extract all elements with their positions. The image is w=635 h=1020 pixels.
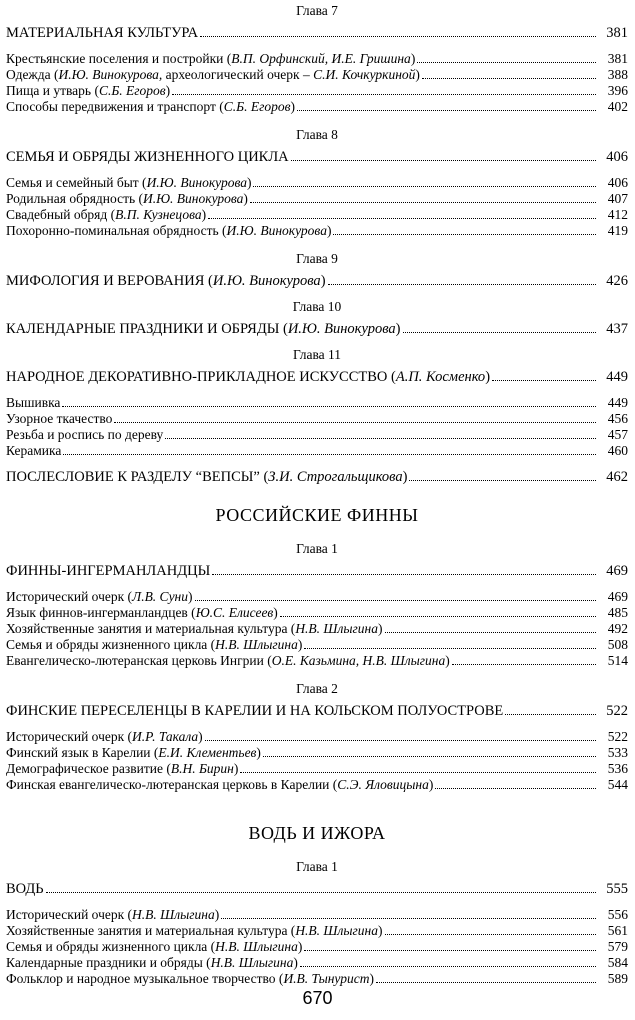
entry-title-text: КАЛЕНДАРНЫЕ ПРАЗДНИКИ И ОБРЯДЫ ( bbox=[6, 321, 288, 337]
dot-leader bbox=[263, 756, 596, 757]
entry-page-number: 561 bbox=[607, 923, 628, 938]
entry-author: И.Ю. Винокурова bbox=[146, 175, 247, 190]
toc-entry[interactable] bbox=[6, 83, 628, 99]
spacer bbox=[6, 239, 628, 249]
entry-title-text: ) bbox=[243, 191, 248, 206]
toc-main-entry[interactable] bbox=[6, 273, 628, 289]
toc-entry[interactable] bbox=[6, 411, 628, 427]
toc-entry[interactable] bbox=[6, 955, 628, 971]
entry-page-number: 485 bbox=[607, 605, 628, 620]
entry-author: Н.В. Шлыгина bbox=[215, 637, 298, 652]
entry-title-text: Вышивка bbox=[6, 395, 61, 410]
toc-main-entry[interactable] bbox=[6, 881, 628, 897]
dot-leader bbox=[221, 918, 596, 919]
toc-entry[interactable] bbox=[6, 729, 628, 745]
dot-leader bbox=[452, 664, 596, 665]
entry-title-text: ) bbox=[201, 207, 207, 222]
dot-leader bbox=[435, 788, 596, 789]
entry-author: Н.В. Шлыгина bbox=[295, 621, 379, 636]
entry-page-number: 456 bbox=[607, 411, 628, 426]
entry-author: И.Ю. Винокурова, bbox=[58, 67, 163, 82]
chapter-heading: Глава 8 bbox=[296, 127, 338, 142]
entry-title-text: ) bbox=[297, 637, 303, 652]
entry-title-text: ФИНСКИЕ ПЕРЕСЕЛЕНЦЫ В КАРЕЛИИ И НА КОЛЬСКОМ ПОЛУОСТРОВЕ bbox=[6, 703, 504, 719]
entry-title bbox=[6, 411, 112, 427]
entry-author: И.В. Тынурист bbox=[283, 971, 370, 986]
entry-title-text: МАТЕРИАЛЬНАЯ КУЛЬТУРА bbox=[6, 25, 199, 41]
entry-page-number: 419 bbox=[607, 223, 628, 238]
entry-title-text: Демографическое развитие ( bbox=[6, 761, 171, 776]
entry-page-number: 469 bbox=[606, 563, 628, 579]
toc-entry[interactable] bbox=[6, 67, 628, 83]
entry-title bbox=[6, 369, 490, 385]
dot-leader bbox=[492, 380, 596, 381]
entry-page-number: 579 bbox=[607, 939, 628, 954]
toc-entry[interactable] bbox=[6, 939, 628, 955]
entry-title-text: ) bbox=[297, 939, 303, 954]
entry-page-number: 426 bbox=[606, 273, 628, 289]
dot-leader bbox=[333, 234, 596, 235]
entry-author: Н.В. Шлыгина bbox=[210, 955, 294, 970]
chapter-heading: Глава 9 bbox=[296, 251, 338, 266]
entry-title-text: МИФОЛОГИЯ И ВЕРОВАНИЯ ( bbox=[6, 273, 213, 289]
dot-leader bbox=[165, 438, 596, 439]
entry-title-text: ) bbox=[485, 369, 491, 385]
toc-main-entry[interactable] bbox=[6, 369, 628, 385]
entry-title-text: ВОДЬ bbox=[6, 881, 44, 897]
entry-author: Н.В. Шлыгина bbox=[295, 923, 379, 938]
spacer bbox=[6, 669, 628, 679]
entry-title-text: ) bbox=[395, 321, 401, 337]
entry-title-text: Финская евангелическо-лютеранская церковь в Карелии ( bbox=[6, 777, 338, 792]
entry-title bbox=[6, 729, 203, 745]
dot-leader bbox=[385, 934, 596, 935]
chapter-heading: Глава 10 bbox=[292, 299, 342, 314]
entry-title-text: ) bbox=[293, 955, 298, 970]
entry-title bbox=[6, 207, 206, 223]
entry-title-text: Керамика bbox=[6, 443, 62, 458]
toc-entry[interactable] bbox=[6, 907, 628, 923]
entry-title-text: Резьба и роспись по дереву bbox=[6, 427, 164, 442]
entry-title-text: Евангелическо-лютеранская церковь Ингрии ( bbox=[6, 653, 272, 668]
dot-leader bbox=[195, 600, 596, 601]
entry-title bbox=[6, 605, 278, 621]
entry-title-text: ) bbox=[198, 729, 203, 744]
entry-title-text: Семья и семейный быт ( bbox=[6, 175, 147, 190]
entry-page-number: 449 bbox=[606, 369, 628, 385]
entry-page-number: 544 bbox=[607, 777, 628, 792]
entry-title-text: СЕМЬЯ И ОБРЯДЫ ЖИЗНЕННОГО ЦИКЛА bbox=[6, 149, 289, 165]
entry-author: В.П. Кузнецова bbox=[115, 207, 202, 222]
entry-page-number: 522 bbox=[607, 729, 628, 744]
entry-page-number: 406 bbox=[607, 175, 628, 190]
toc-entry[interactable] bbox=[6, 99, 628, 115]
entry-page-number: 514 bbox=[607, 653, 628, 668]
entry-title-text: Семья и обряды жизненного цикла ( bbox=[6, 939, 216, 954]
entry-title-text: Пища и утварь ( bbox=[6, 83, 99, 98]
entry-title bbox=[6, 223, 331, 239]
entry-title-text: Похоронно-поминальная обрядность ( bbox=[6, 223, 227, 238]
entry-page-number: 533 bbox=[607, 745, 628, 760]
entry-title-text: ) bbox=[256, 745, 261, 760]
entry-title-text: Фольклор и народное музыкальное творчество ( bbox=[6, 971, 284, 986]
entry-title bbox=[6, 191, 248, 207]
dot-leader bbox=[291, 160, 596, 161]
toc-entry[interactable] bbox=[6, 971, 628, 987]
entry-author: С.Э. Яловицына bbox=[337, 777, 429, 792]
entry-title-text: ) bbox=[188, 589, 193, 604]
entry-title-text: Исторический очерк ( bbox=[6, 907, 133, 922]
entry-author: И.Ю. Винокурова bbox=[226, 223, 327, 238]
chapter-heading: Глава 7 bbox=[296, 3, 338, 18]
entry-title-text: ) bbox=[326, 223, 332, 238]
entry-title-text: Календарные праздники и обряды ( bbox=[6, 955, 211, 970]
dot-leader bbox=[240, 772, 596, 773]
dot-leader bbox=[385, 632, 596, 633]
dot-leader bbox=[200, 36, 596, 37]
entry-author: Н.В. Шлыгина bbox=[132, 907, 215, 922]
entry-title-text: ФИННЫ-ИНГЕРМАНЛАНДЦЫ bbox=[6, 563, 211, 579]
entry-author: О.Е. Казьмина, Н.В. Шлыгина bbox=[271, 653, 446, 668]
entry-title-text: ) bbox=[378, 621, 383, 636]
entry-title bbox=[6, 703, 503, 719]
entry-title bbox=[6, 939, 302, 955]
entry-title bbox=[6, 955, 298, 971]
chapter-heading: Глава 2 bbox=[296, 681, 338, 696]
dot-leader bbox=[417, 62, 596, 63]
entry-page-number: 508 bbox=[607, 637, 628, 652]
toc-entry[interactable] bbox=[6, 745, 628, 761]
entry-page-number: 457 bbox=[607, 427, 628, 442]
entry-author: Н.В. Шлыгина bbox=[215, 939, 298, 954]
entry-title bbox=[6, 51, 415, 67]
toc-entry[interactable] bbox=[6, 191, 628, 207]
entry-title bbox=[6, 25, 198, 41]
toc-entry[interactable] bbox=[6, 621, 628, 637]
section-heading: ВОДЬ И ИЖОРА bbox=[248, 823, 386, 843]
entry-title-text: ) bbox=[428, 777, 434, 792]
toc-entry[interactable] bbox=[6, 653, 628, 669]
entry-author: С.И. Кочкуркиной bbox=[313, 67, 416, 82]
entry-page-number: 396 bbox=[607, 83, 628, 98]
entry-title bbox=[6, 99, 295, 115]
entry-title bbox=[6, 321, 401, 337]
dot-leader bbox=[114, 422, 596, 423]
entry-page-number: 381 bbox=[606, 25, 628, 41]
chapter-heading: Глава 1 bbox=[296, 541, 338, 556]
entry-title-text: ) bbox=[378, 923, 383, 938]
entry-author: С.Б. Егоров bbox=[98, 83, 166, 98]
entry-author: И.Р. Такала bbox=[132, 729, 199, 744]
dot-leader bbox=[505, 714, 596, 715]
toc-main-entry[interactable] bbox=[6, 149, 628, 165]
entry-author: Е.И. Клементьев bbox=[158, 745, 257, 760]
entry-title bbox=[6, 589, 193, 605]
entry-title-text: ) bbox=[445, 653, 450, 668]
entry-author: З.И. Строгальщикова bbox=[268, 469, 403, 485]
toc-entry[interactable] bbox=[6, 395, 628, 411]
entry-title bbox=[6, 149, 289, 165]
entry-author: В.Н. Бирин bbox=[170, 761, 234, 776]
entry-title bbox=[6, 395, 60, 411]
entry-page-number: 460 bbox=[607, 443, 628, 458]
toc-main-entry[interactable] bbox=[6, 25, 628, 41]
chapter-heading: Глава 11 bbox=[292, 347, 342, 362]
entry-title bbox=[6, 777, 433, 793]
entry-title-text: Хозяйственные занятия и материальная культура ( bbox=[6, 923, 296, 938]
entry-title-text: археологический очерк – bbox=[162, 67, 314, 82]
entry-title-text: Исторический очерк ( bbox=[6, 589, 133, 604]
entry-title-text: ) bbox=[410, 51, 416, 66]
entry-page-number: 406 bbox=[606, 149, 628, 165]
entry-title-text: ) bbox=[290, 99, 295, 114]
toc-main-entry[interactable] bbox=[6, 469, 628, 485]
entry-page-number: 522 bbox=[606, 703, 628, 719]
entry-page-number: 589 bbox=[607, 971, 628, 986]
entry-page-number: 556 bbox=[607, 907, 628, 922]
entry-author: Л.В. Суни bbox=[132, 589, 189, 604]
entry-title-text: ) bbox=[369, 971, 374, 986]
entry-author: Ю.С. Елисеев bbox=[195, 605, 274, 620]
entry-title bbox=[6, 67, 420, 83]
section-heading: РОССИЙСКИЕ ФИННЫ bbox=[215, 505, 419, 525]
entry-title-text: Финский язык в Карелии ( bbox=[6, 745, 159, 760]
entry-title-text: Семья и обряды жизненного цикла ( bbox=[6, 637, 216, 652]
dot-leader bbox=[376, 982, 596, 983]
entry-title-text: ) bbox=[214, 907, 220, 922]
entry-title bbox=[6, 881, 44, 897]
spacer bbox=[6, 115, 628, 125]
dot-leader bbox=[208, 218, 596, 219]
entry-title bbox=[6, 175, 251, 191]
dot-leader bbox=[280, 616, 596, 617]
entry-title-text: Язык финнов-ингерманландцев ( bbox=[6, 605, 196, 620]
entry-page-number: 462 bbox=[606, 469, 628, 485]
entry-author: И.Ю. Винокурова bbox=[143, 191, 244, 206]
entry-title-text: ) bbox=[273, 605, 278, 620]
toc-entry[interactable] bbox=[6, 777, 628, 793]
page-number: 670 bbox=[302, 988, 333, 1008]
dot-leader bbox=[253, 186, 596, 187]
entry-title bbox=[6, 637, 302, 653]
entry-title-text: Свадебный обряд ( bbox=[6, 207, 116, 222]
dot-leader bbox=[304, 648, 596, 649]
entry-page-number: 412 bbox=[607, 207, 628, 222]
dot-leader bbox=[422, 78, 596, 79]
entry-page-number: 536 bbox=[607, 761, 628, 776]
entry-title-text: Одежда ( bbox=[6, 67, 59, 82]
toc-entry[interactable] bbox=[6, 589, 628, 605]
toc-entry[interactable] bbox=[6, 175, 628, 191]
entry-title-text: Родильная обрядность ( bbox=[6, 191, 143, 206]
dot-leader bbox=[297, 110, 596, 111]
dot-leader bbox=[212, 574, 596, 575]
entry-title-text: Крестьянские поселения и постройки ( bbox=[6, 51, 232, 66]
dot-leader bbox=[172, 94, 596, 95]
entry-page-number: 584 bbox=[607, 955, 628, 970]
toc-main-entry[interactable] bbox=[6, 703, 628, 719]
entry-title-text: ) bbox=[233, 761, 239, 776]
entry-page-number: 469 bbox=[607, 589, 628, 604]
toc-entry[interactable] bbox=[6, 427, 628, 443]
entry-page-number: 388 bbox=[607, 67, 628, 82]
dot-leader bbox=[46, 892, 596, 893]
entry-page-number: 381 bbox=[607, 51, 628, 66]
entry-title bbox=[6, 469, 407, 485]
chapter-heading: Глава 1 bbox=[296, 859, 338, 874]
entry-author: И.Ю. Винокурова bbox=[287, 321, 396, 337]
dot-leader bbox=[328, 284, 596, 285]
toc-entry[interactable] bbox=[6, 207, 628, 223]
entry-title-text: ) bbox=[415, 67, 420, 82]
entry-page-number: 555 bbox=[606, 881, 628, 897]
spacer bbox=[6, 793, 628, 803]
toc-entry[interactable] bbox=[6, 923, 628, 939]
entry-title-text: Способы передвижения и транспорт ( bbox=[6, 99, 224, 114]
entry-title bbox=[6, 923, 383, 939]
entry-page-number: 449 bbox=[607, 395, 628, 410]
entry-page-number: 402 bbox=[607, 99, 628, 114]
entry-title bbox=[6, 761, 238, 777]
entry-title-text: НАРОДНОЕ ДЕКОРАТИВНО-ПРИКЛАДНОЕ ИСКУССТВО ( bbox=[6, 369, 396, 385]
entry-title bbox=[6, 427, 163, 443]
entry-title-text: ) bbox=[165, 83, 171, 98]
toc-entry[interactable] bbox=[6, 605, 628, 621]
toc-entry[interactable] bbox=[6, 443, 628, 459]
entry-author: И.Ю. Винокурова bbox=[212, 273, 321, 289]
dot-leader bbox=[250, 202, 596, 203]
entry-title bbox=[6, 653, 450, 669]
entry-author: В.П. Орфинский, И.Е. Гришина bbox=[231, 51, 411, 66]
dot-leader bbox=[403, 332, 597, 333]
entry-title bbox=[6, 971, 374, 987]
entry-title-text: ) bbox=[320, 273, 326, 289]
toc-entry[interactable] bbox=[6, 51, 628, 67]
entry-title-text: ПОСЛЕСЛОВИЕ К РАЗДЕЛУ “ВЕПСЫ” ( bbox=[6, 469, 269, 485]
toc-entry[interactable] bbox=[6, 637, 628, 653]
entry-author: С.Б. Егоров bbox=[223, 99, 291, 114]
entry-author: А.П. Косменко bbox=[395, 369, 486, 385]
toc-entry[interactable] bbox=[6, 223, 628, 239]
spacer bbox=[6, 459, 628, 469]
entry-title-text: Узорное ткачество bbox=[6, 411, 113, 426]
toc-main-entry[interactable] bbox=[6, 321, 628, 337]
dot-leader bbox=[409, 480, 596, 481]
entry-title bbox=[6, 621, 383, 637]
toc-main-entry[interactable] bbox=[6, 563, 628, 579]
entry-title bbox=[6, 273, 326, 289]
entry-title bbox=[6, 907, 219, 923]
entry-page-number: 407 bbox=[607, 191, 628, 206]
entry-title bbox=[6, 443, 61, 459]
table-of-contents bbox=[6, 0, 628, 987]
entry-title bbox=[6, 563, 210, 579]
toc-entry[interactable] bbox=[6, 761, 628, 777]
entry-title-text: ) bbox=[402, 469, 408, 485]
dot-leader bbox=[304, 950, 596, 951]
entry-title bbox=[6, 745, 261, 761]
dot-leader bbox=[62, 406, 596, 407]
entry-title bbox=[6, 83, 170, 99]
entry-title-text: Исторический очерк ( bbox=[6, 729, 133, 744]
dot-leader bbox=[63, 454, 596, 455]
entry-page-number: 492 bbox=[607, 621, 628, 636]
dot-leader bbox=[300, 966, 596, 967]
dot-leader bbox=[205, 740, 596, 741]
entry-title-text: ) bbox=[246, 175, 252, 190]
entry-page-number: 437 bbox=[606, 321, 628, 337]
entry-title-text: Хозяйственные занятия и материальная культура ( bbox=[6, 621, 296, 636]
